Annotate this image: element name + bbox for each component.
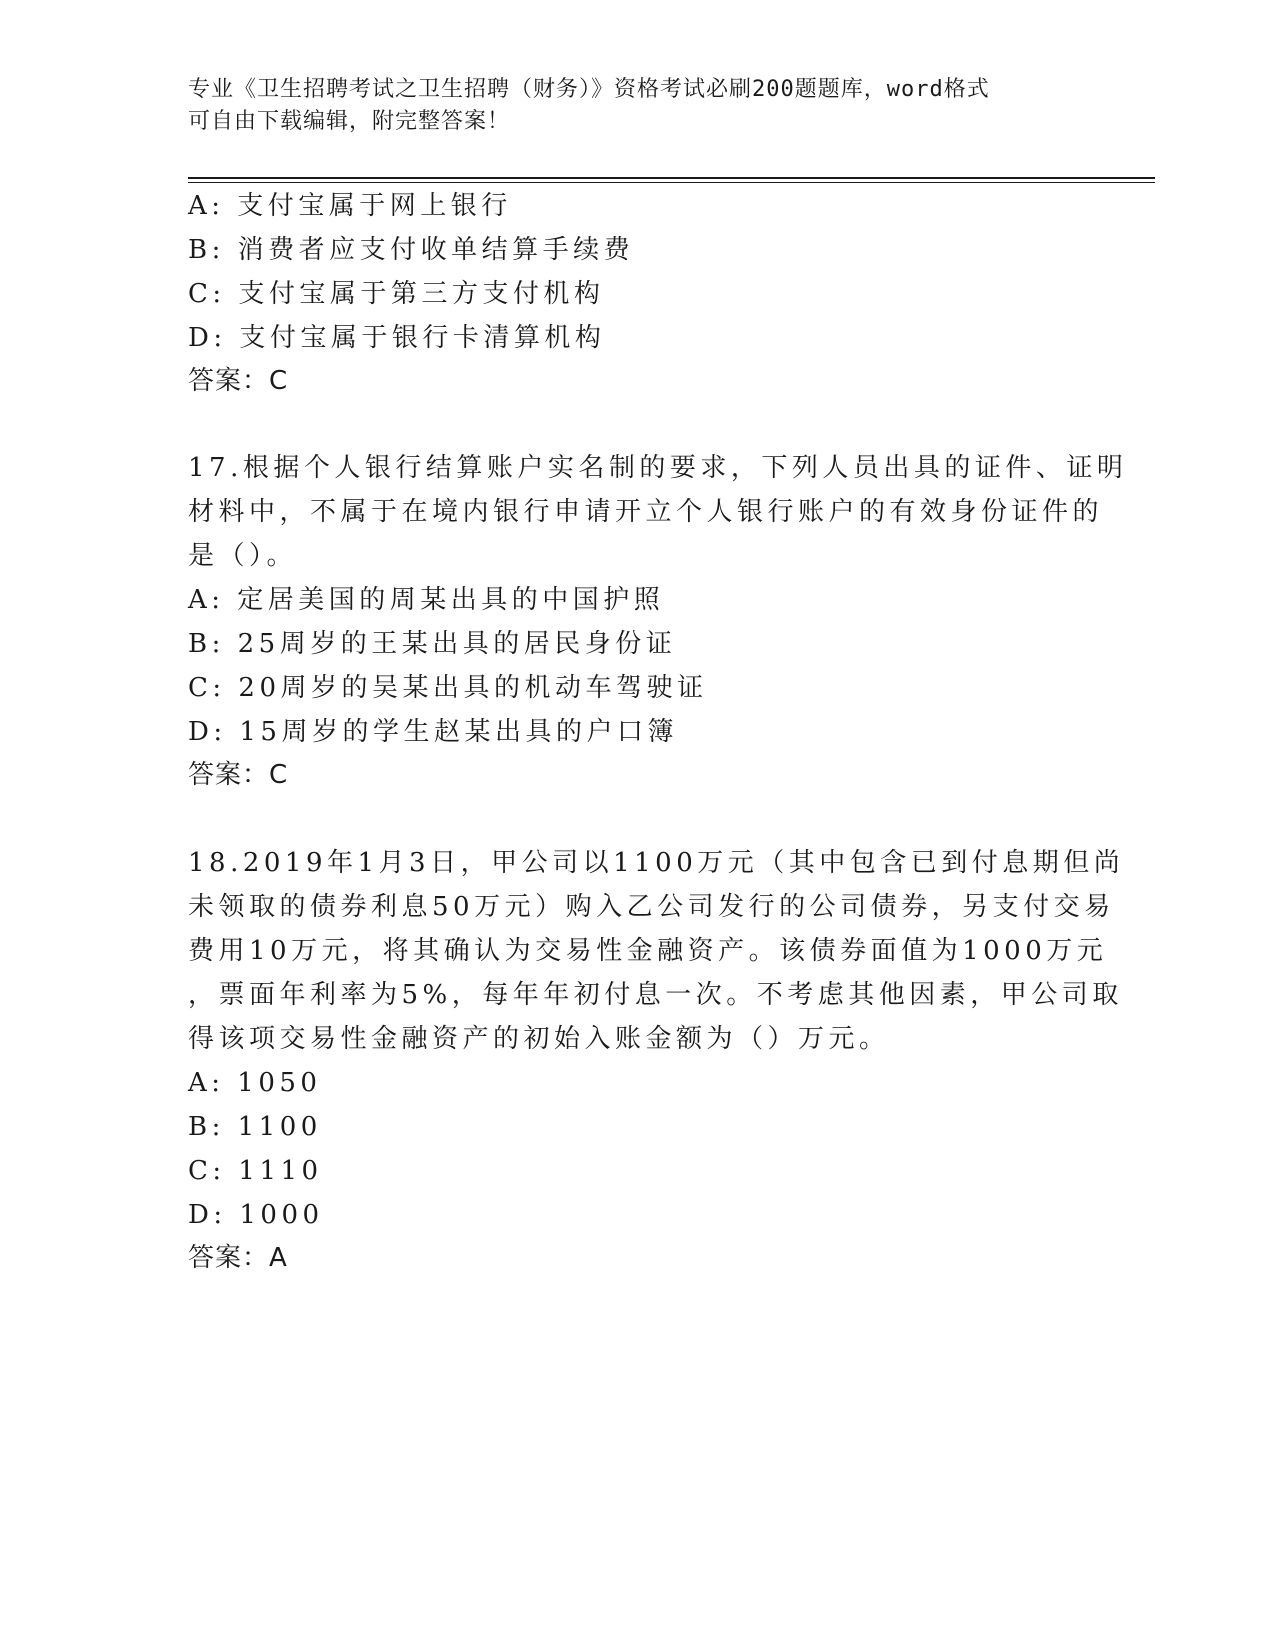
q17-answer: 答案：C	[188, 760, 289, 790]
q18-answer: 答案：A	[188, 1243, 288, 1273]
q18-option-b: B: 1100	[188, 1112, 322, 1142]
q16-option-d: D: 支付宝属于银行卡清算机构	[188, 323, 606, 353]
q16-option-c: C: 支付宝属于第三方支付机构	[188, 279, 605, 309]
q16-option-b: B: 消费者应支付收单结算手续费	[188, 235, 635, 265]
q18-stem-line-5: 得该项交易性金融资产的初始入账金额为（）万元。	[188, 1024, 890, 1054]
header-divider-thin	[188, 182, 1155, 183]
q17-option-d: D: 15周岁的学生赵某出具的户口簿	[188, 717, 678, 747]
q17-option-c: C: 20周岁的吴某出具的机动车驾驶证	[188, 673, 708, 703]
q16-answer: 答案：C	[188, 366, 289, 396]
q18-stem-line-3: 费用10万元，将其确认为交易性金融资产。该债券面值为1000万元	[188, 936, 1108, 966]
q17-option-a: A: 定居美国的周某出具的中国护照	[188, 585, 665, 615]
q17-stem-line-1: 17.根据个人银行结算账户实名制的要求，下列人员出具的证件、证明	[188, 453, 1128, 483]
q17-stem-line-3: 是（）。	[188, 541, 298, 571]
q18-stem-line-4: ，票面年利率为5%，每年年初付息一次。不考虑其他因素，甲公司取	[188, 980, 1123, 1010]
q18-option-a: A: 1050	[188, 1068, 322, 1098]
q18-option-d: D: 1000	[188, 1200, 324, 1230]
q17-stem-line-2: 材料中，不属于在境内银行申请开立个人银行账户的有效身份证件的	[188, 497, 1104, 527]
header-line-1: 专业《卫生招聘考试之卫生招聘（财务）》资格考试必刷200题题库，word格式	[188, 77, 990, 102]
q18-stem-line-1: 18.2019年1月3日，甲公司以1100万元（其中包含已到付息期但尚	[188, 848, 1125, 878]
header-line-2: 可自由下载编辑，附完整答案！	[188, 109, 511, 134]
document-header	[188, 74, 1088, 138]
q18-stem-line-2: 未领取的债券利息50万元）购入乙公司发行的公司债券，另支付交易	[188, 892, 1115, 922]
q16-option-a: A: 支付宝属于网上银行	[188, 191, 512, 221]
q18-option-c: C: 1110	[188, 1156, 323, 1186]
q17-option-b: B: 25周岁的王某出具的居民身份证	[188, 629, 677, 659]
header-divider-thick	[188, 177, 1155, 179]
